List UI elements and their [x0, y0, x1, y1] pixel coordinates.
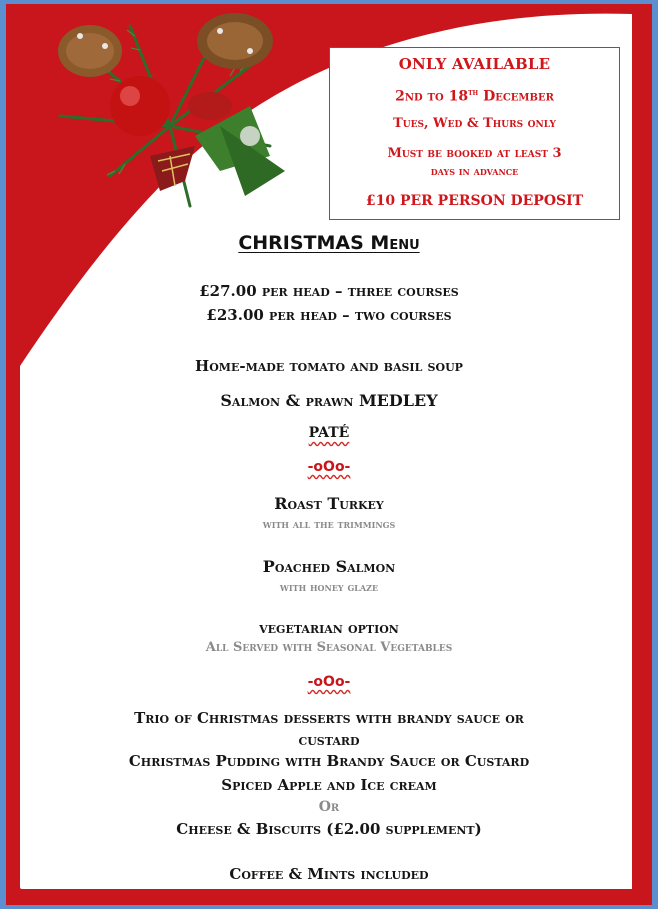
starter-pate: PATÉ	[308, 425, 350, 441]
starter-soup: Home-made tomato and basil soup	[195, 357, 463, 375]
menu-title: CHRISTMAS Menu	[238, 232, 420, 254]
notice-deposit: £10 PER PERSON DEPOSIT	[365, 193, 584, 209]
notice-days: Tues, Wed & Thurs only	[393, 116, 556, 131]
notice-booking-requirement: Must be booked at least 3	[387, 146, 562, 161]
starter-salmon-prawn: Salmon & prawn MEDLEY	[220, 391, 438, 410]
course-separator: -oOo-	[307, 459, 351, 475]
price-two-courses: £23.00 per head – two courses	[206, 306, 452, 324]
dessert-cheese-biscuits: Cheese & Biscuits (£2.00 supplement)	[176, 820, 482, 838]
christmas-pinecone-decoration	[20, 6, 320, 226]
main-poached-salmon: Poached Salmon	[262, 557, 396, 576]
main-roast-turkey: Roast Turkey	[274, 494, 384, 513]
notice-date-range: 2nd to 18th December	[395, 87, 554, 105]
footer-coffee-mints: Coffee & Mints included	[229, 865, 429, 883]
course-separator: -oOo-	[307, 674, 351, 690]
price-three-courses: £27.00 per head – three courses	[199, 282, 459, 300]
main-roast-turkey-detail: with all the trimmings	[262, 518, 396, 531]
notice-only-available: ONLY AVAILABLE	[398, 55, 551, 73]
availability-notice-box	[329, 47, 620, 220]
main-vegetarian: vegetarian option	[259, 619, 399, 637]
dessert-trio-continued: custard	[298, 731, 360, 749]
dessert-or: Or	[318, 799, 340, 815]
dessert-spiced-apple: Spiced Apple and Ice cream	[221, 776, 437, 794]
main-vegetables-note: All Served with Seasonal Vegetables	[205, 640, 453, 655]
main-poached-salmon-detail: with honey glaze	[279, 581, 379, 594]
notice-booking-days: days in advance	[430, 165, 519, 178]
dessert-christmas-pudding: Christmas Pudding with Brandy Sauce or Custard	[128, 752, 530, 770]
dessert-trio: Trio of Christmas desserts with brandy sauce or	[134, 709, 524, 727]
